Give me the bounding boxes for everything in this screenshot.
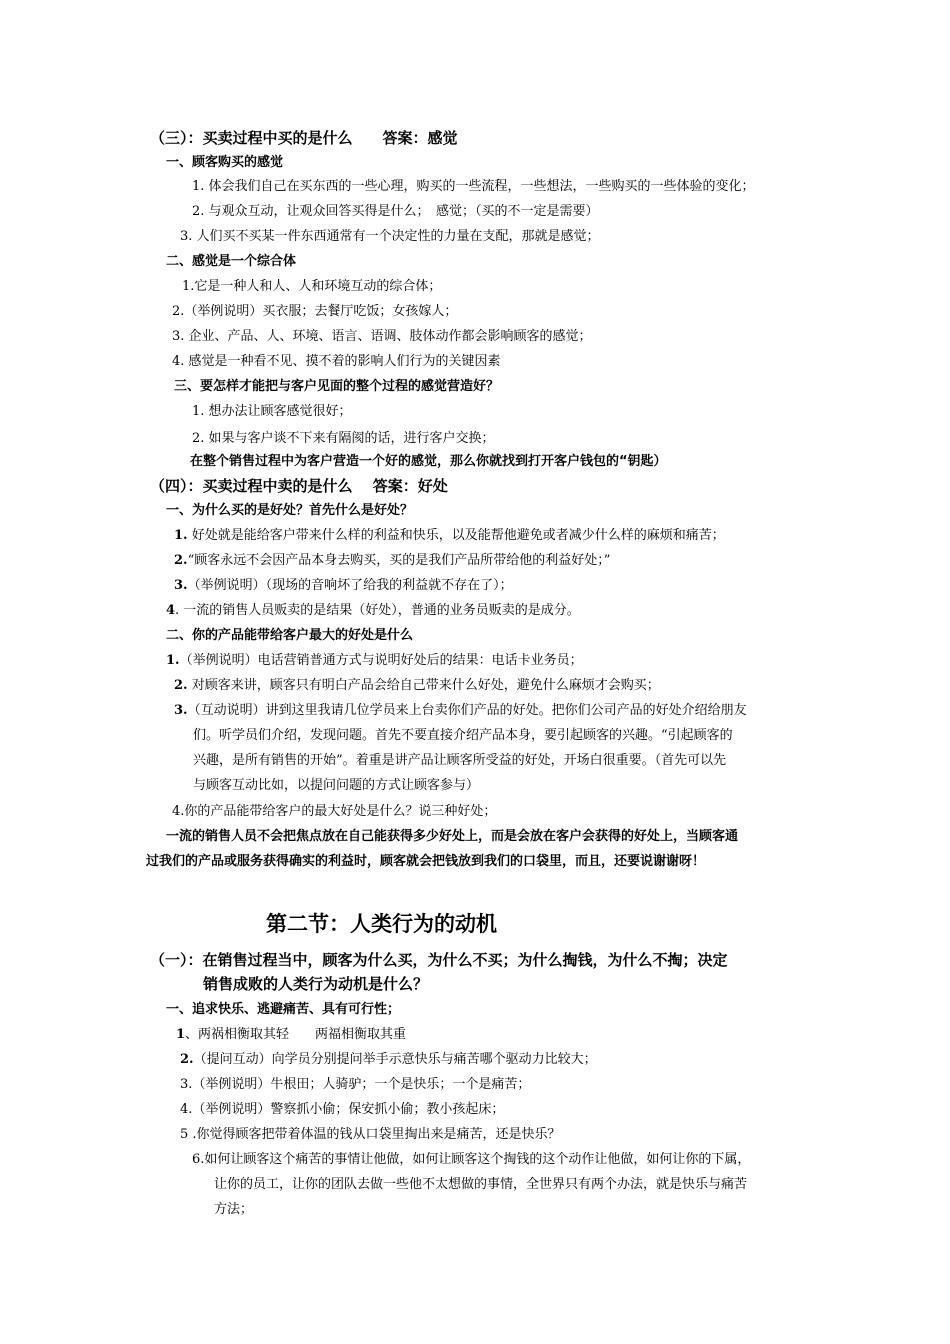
heading-pursue-pleasure: 一、追求快乐、逃避痛苦、具有可行性； [166,1002,401,1017]
question-heading: （一）：在销售过程当中，顾客为什么买，为什么不买；为什么掏钱，为什么不掏；决定 [150,951,728,969]
heading-why-benefit: 一、为什么买的是好处？首先什么是好处？ [166,503,414,518]
section-3-conclusion: 在整个销售过程中为客户营造一个好的感觉，那么你就找到打开客户钱包的“钥匙） [190,454,667,469]
list-item: 3. 人们买不买某一件东西通常有一个决定性的力量在支配，那就是感觉； [180,229,600,244]
list-item: 3.（举例说明）牛根田；人骑驴；一个是快乐；一个是痛苦； [180,1077,531,1092]
list-item-continuation: 与顾客互动比如，以提问问题的方式让顾客参与） [193,778,480,793]
list-item: 2.（举例说明）买衣服；去餐厅吃饭；女孩嫁人； [172,304,458,319]
list-item: 4.（举例说明）警察抓小偷；保安抓小偷；教小孩起床； [180,1102,505,1117]
list-item: 2. 与观众互动，让观众回答买得是什么； 感觉；（买的不一定是需要） [192,204,599,219]
list-item: 4.你的产品能带给客户的最大好处是什么？说三种好处； [172,804,497,819]
section-3-title: （三）：买卖过程中买的是什么 答案：感觉 [150,129,458,147]
section-4-title: （四）：买卖过程中卖的是什么 答案：好处 [150,477,448,495]
list-item: 1. 好处就是能给客户带来什么样的利益和快乐，以及能帮他避免或者减少什么样的麻烦和痛苦； [174,528,725,543]
list-item: 3.（互动说明）讲到这里我请几位学员来上台卖你们产品的好处。把你们公司产品的好处介绍给朋友 [174,703,747,718]
chapter-title: 第二节：人类行为的动机 [266,912,497,936]
list-item: 4. 感觉是一种看不见、摸不着的影响人们行为的关键因素 [172,354,501,369]
list-item-continuation: 们。听学员们介绍，发现问题。首先不要直接介绍产品本身，要引起顾客的兴趣。“引起顾客的 [193,728,733,743]
section-4-conclusion: 过我们的产品或服务获得确实的利益时，顾客就会把钱放到我们的口袋里，而且，还要说谢谢呀！ [146,854,706,869]
question-heading-continuation: 销售成败的人类行为动机是什么？ [203,975,429,993]
list-item: 2.（提问互动）向学员分别提问举手示意快乐与痛苦哪个驱动力比较大； [180,1052,597,1067]
list-item: 4. 一流的销售人员贩卖的是结果（好处），普通的业务员贩卖的是成分。 [166,603,580,618]
list-item: 5 .你觉得顾客把带着体温的钱从口袋里掏出来是痛苦，还是快乐？ [180,1127,561,1142]
list-item-continuation: 方法； [214,1202,254,1217]
heading-create-feeling: 三、要怎样才能把与客户见面的整个过程的感觉营造好？ [174,379,500,394]
list-item: 2. 如果与客户谈不下来有隔阂的话，进行客户交换； [192,431,495,446]
list-item: 2.“顾客永远不会因产品本身去购买，买的是我们产品所带给他的利益好处；” [174,553,611,568]
list-item: 1.它是一种人和人、人和环境互动的综合体； [182,279,442,294]
list-item: 1. 体会我们自己在买东西的一些心理，购买的一些流程，一些想法，一些购买的一些体验的变化； [192,179,755,194]
heading-biggest-benefit: 二、你的产品能带给客户最大的好处是什么 [166,628,414,643]
list-item: 3. 企业、产品、人、环境、语言、语调、肢体动作都会影响顾客的感觉； [172,329,592,344]
list-item-continuation: 让你的员工，让你的团队去做一些他不太想做的事情，全世界只有两个办法，就是快乐与痛苦 [214,1177,748,1192]
section-4-conclusion: 一流的销售人员不会把焦点放在自己能获得多少好处上，而是会放在客户会获得的好处上，当顾客通 [166,829,739,844]
heading-customer-feeling: 一、顾客购买的感觉 [166,155,284,170]
list-item: 2. 对顾客来讲，顾客只有明白产品会给自己带来什么好处，避免什么麻烦才会购买； [174,678,660,693]
list-item: 1.（举例说明）电话营销普通方式与说明好处后的结果：电话卡业务员； [166,653,583,668]
list-item-continuation: 兴趣，是所有销售的开始”。着重是讲产品让顾客所受益的好处，开场白很重要。（首先可以先 [193,753,727,768]
list-item: 6.如何让顾客这个痛苦的事情让他做，如何让顾客这个掏钱的这个动作让他做，如何让你的下属， [192,1152,751,1167]
heading-feeling-composite: 二、感觉是一个综合体 [166,254,297,269]
list-item: 3.（举例说明）（现场的音响坏了给我的利益就不存在了）； [174,578,513,593]
list-item: 1. 想办法让顾客感觉很好； [192,404,352,419]
list-item: 1、两祸相衡取其轻 两福相衡取其重 [176,1027,407,1042]
